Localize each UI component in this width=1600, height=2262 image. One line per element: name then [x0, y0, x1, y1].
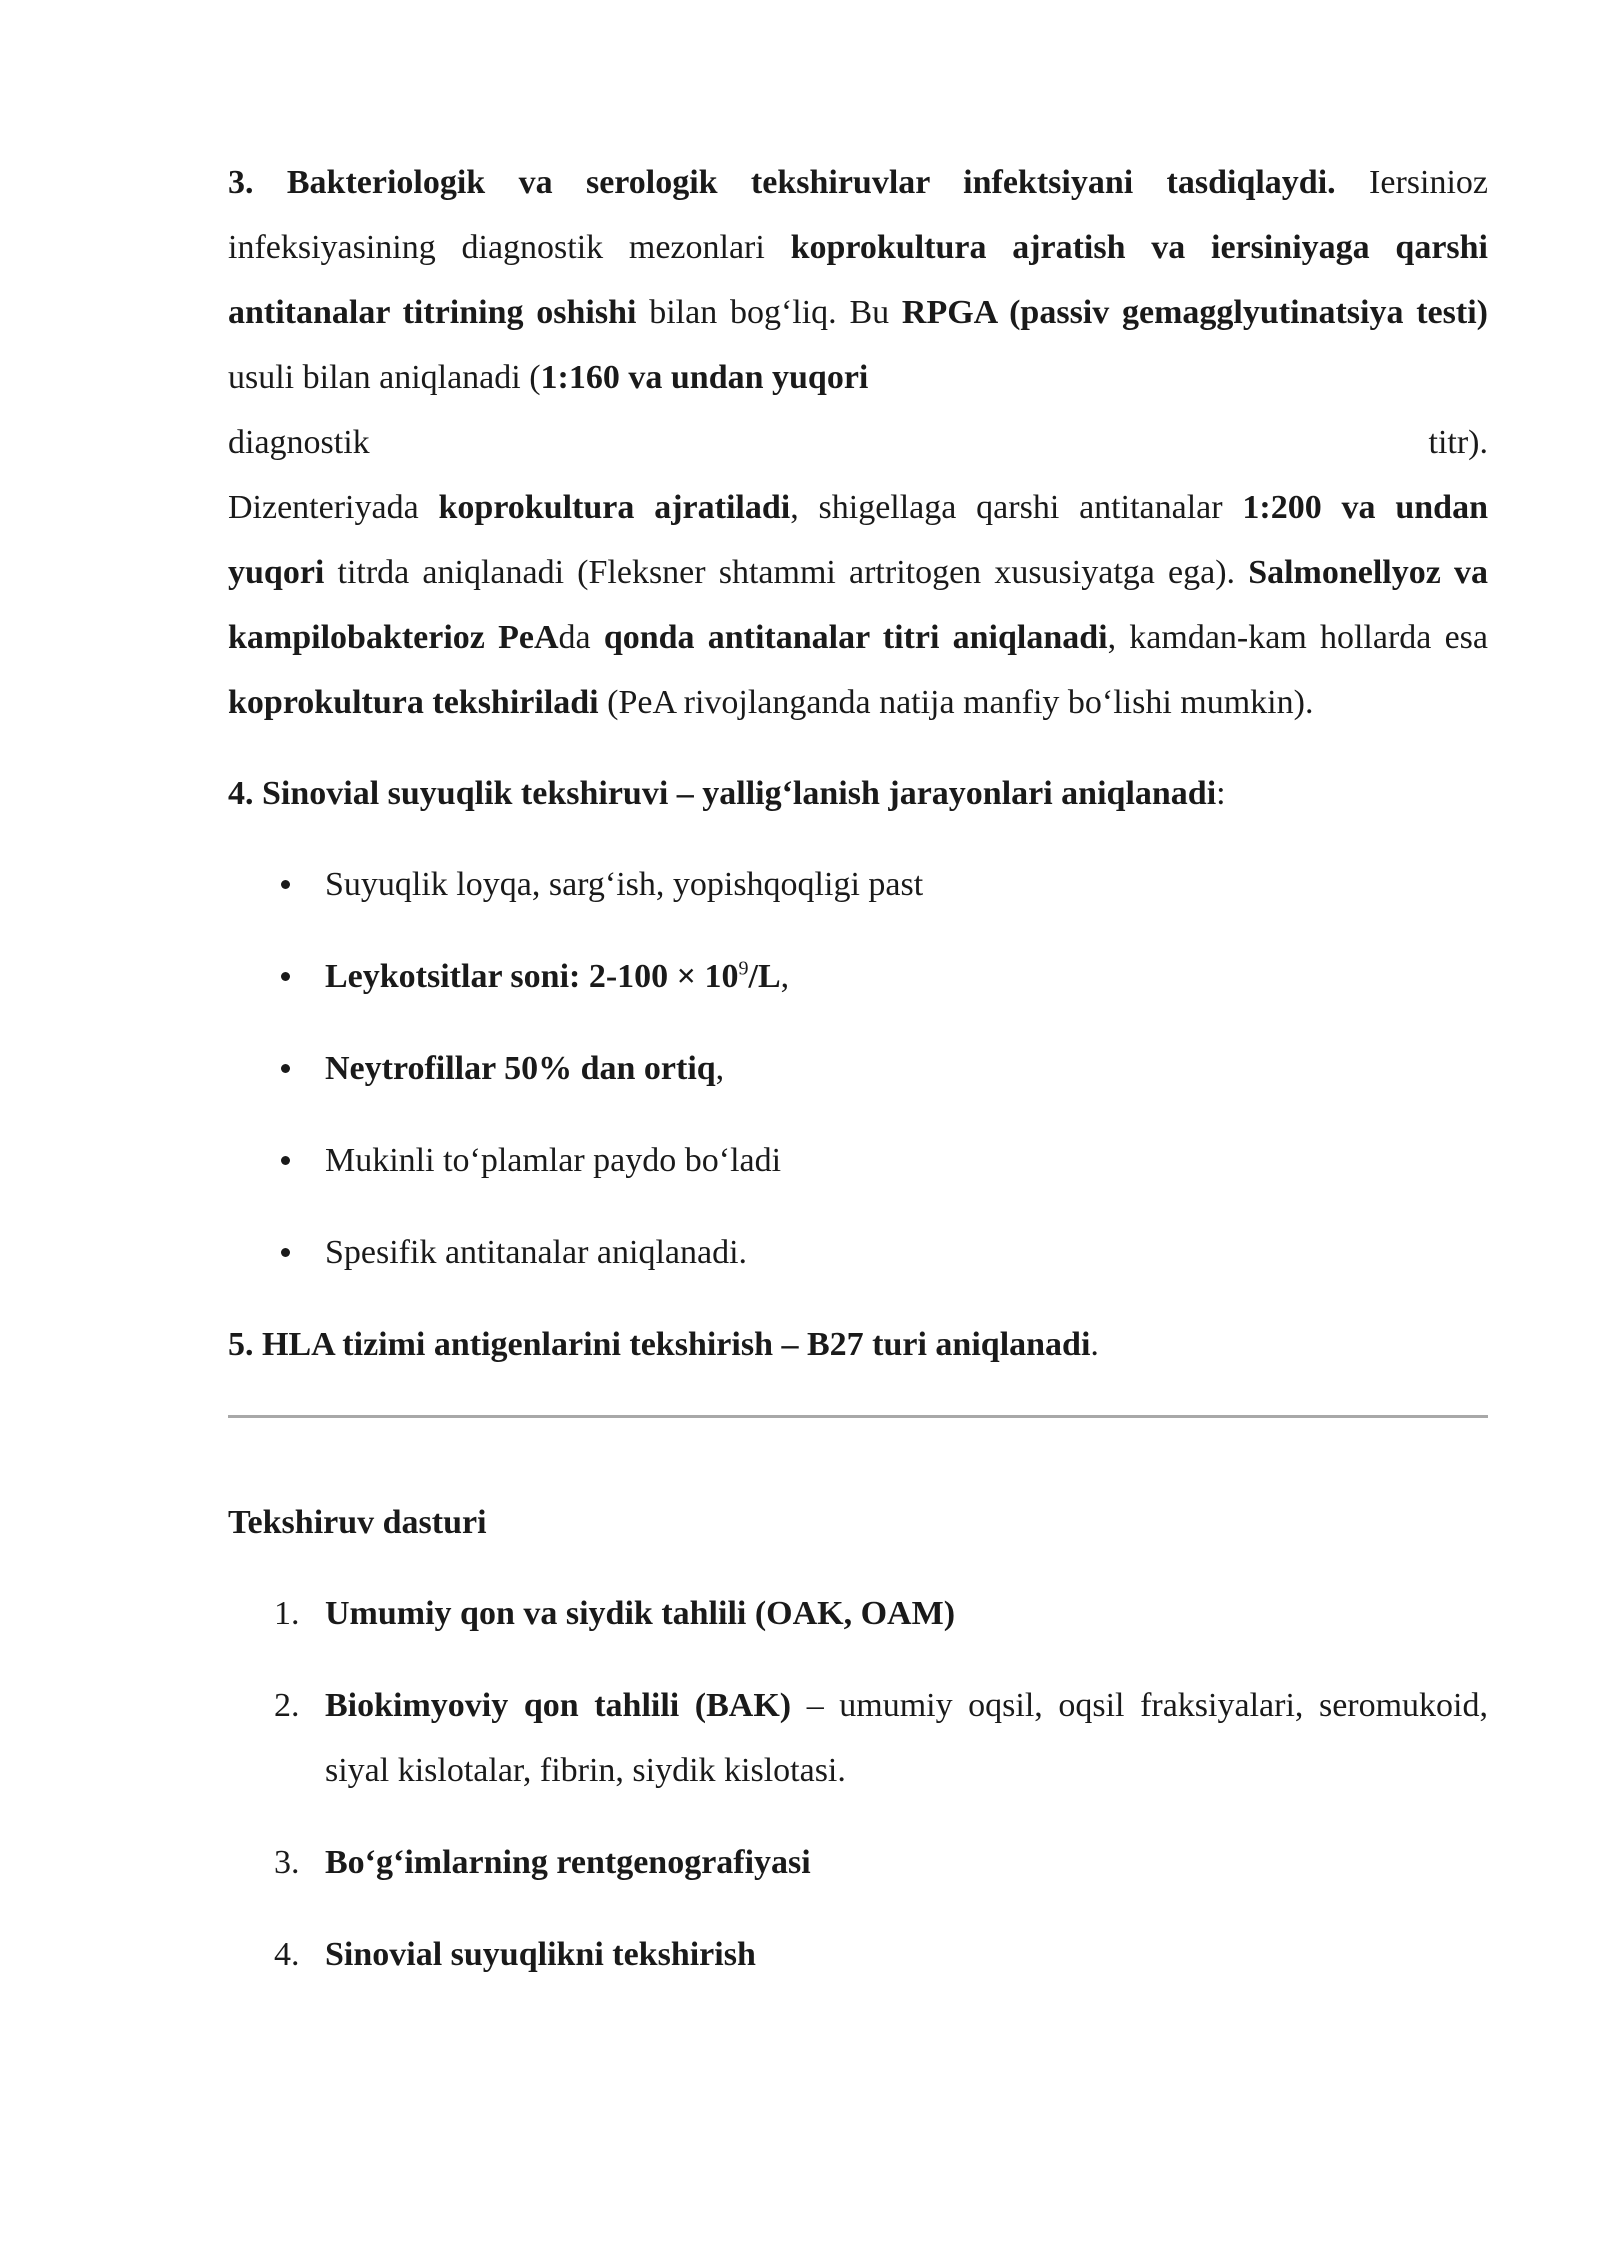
- list-item: [228, 1922, 1488, 1987]
- dizenteriya-culture: koprokultura ajratiladi: [438, 489, 791, 526]
- iersinioz-end-line: [228, 410, 1488, 475]
- iersinioz-intro: Iersinioz infeksiyasining diagnostik mezonlari: [228, 164, 1488, 266]
- section4-heading-colon: :: [1216, 775, 1226, 812]
- bullet-icon: [281, 1156, 290, 1165]
- section5-heading: 5. HLA tizimi antigenlarini tekshirish – B27 turi aniqlanadi: [228, 1326, 1091, 1363]
- salmonellyoz-mid2: , kamdan-kam hollarda esa: [1107, 619, 1488, 656]
- bullet-text: Suyuqlik loyqa, sarg‘ish, yopishqoqligi past: [325, 866, 924, 903]
- bullet-icon: [281, 1248, 290, 1257]
- document-page: [228, 150, 1488, 2014]
- bullet-text-bold: Neytrofillar 50% dan ortiq: [325, 1050, 716, 1087]
- synovial-findings-list: [228, 852, 1488, 1312]
- bullet-text: Mukinli to‘plamlar paydo bo‘ladi: [325, 1142, 782, 1179]
- item-text-bold: Biokimyoviy qon tahlili (BAK): [325, 1687, 792, 1724]
- salmonellyoz-end: (PeA rivojlanganda natija manfiy bo‘lishi mumkin).: [598, 684, 1314, 721]
- list-item: [228, 1673, 1488, 1803]
- bullet-icon: [281, 972, 290, 981]
- section4-heading-line: [228, 761, 1488, 826]
- bullet-text: Spesifik antitanalar aniqlanadi.: [325, 1234, 748, 1271]
- list-item: [228, 1128, 1488, 1220]
- iersinioz-end-left: diagnostik: [228, 424, 370, 461]
- program-title: Tekshiruv dasturi: [228, 1504, 487, 1541]
- section3-paragraph: [228, 150, 1488, 410]
- bullet-icon: [281, 880, 290, 889]
- section4-heading: 4. Sinovial suyuqlik tekshiruvi – yallig‘lanish jarayonlari aniqlanadi: [228, 775, 1217, 812]
- bullet-text-bold-unit: /L: [748, 958, 781, 995]
- iersinioz-criteria: koprokultura ajratish va iersiniyaga qarshi antitanalar titrining oshishi: [228, 229, 1488, 331]
- salmonellyoz-mid: da: [558, 619, 604, 656]
- list-item: [228, 1036, 1488, 1128]
- bullet-icon: [281, 1064, 290, 1073]
- dizenteriya-titer: 1:200 va undan yuqori: [228, 489, 1488, 591]
- item-text-bold: Bo‘g‘imlarning rentgenografiyasi: [325, 1844, 811, 1881]
- list-item: [228, 1830, 1488, 1895]
- section5-tail: .: [1090, 1326, 1099, 1363]
- list-item: [228, 1581, 1488, 1646]
- section3-heading-number: 3.: [228, 164, 254, 201]
- item-number: 2.: [274, 1687, 300, 1724]
- section5-heading-line: [228, 1312, 1488, 1377]
- iersinioz-mid2: usuli bilan aniqlanadi (: [228, 359, 541, 396]
- dizenteriya-paragraph: [228, 475, 1488, 735]
- item-number: 1.: [274, 1595, 300, 1632]
- salmonellyoz-culture: koprokultura tekshiriladi: [228, 684, 599, 721]
- section3-heading: Bakteriologik va serologik tekshiruvlar infektsiyani tasdiqlaydi.: [286, 164, 1336, 201]
- salmonellyoz-heading: Salmonellyoz va kampilobakterioz PeA: [228, 554, 1489, 656]
- item-number: 3.: [274, 1844, 300, 1881]
- item-text-rest: – umumiy oqsil, oqsil fraksiyalari, seromukoid, siyal kislotalar, fibrin, siydik kislotasi.: [325, 1687, 1488, 1789]
- iersinioz-end-right: titr).: [1428, 424, 1488, 461]
- rpga-test: RPGA (passiv gemagglyutinatsiya testi): [901, 294, 1488, 331]
- iersinioz-titer: 1:160 va undan yuqori: [540, 359, 869, 396]
- horizontal-divider: [228, 1415, 1488, 1418]
- program-list: [228, 1581, 1488, 1987]
- list-item: [228, 1220, 1488, 1312]
- bullet-text-tail: ,: [780, 958, 790, 995]
- dizenteriya-intro: Dizenteriyada: [228, 489, 439, 526]
- salmonellyoz-titer: qonda antitanalar titri aniqlanadi: [603, 619, 1108, 656]
- dizenteriya-mid: , shigellaga qarshi antitanalar: [790, 489, 1243, 526]
- program-title-line: [228, 1490, 1488, 1555]
- exponent: 9: [738, 957, 749, 980]
- list-item: [228, 852, 1488, 944]
- dizenteriya-end: titrda aniqlanadi (Fleksner shtammi artritogen xususiyatga ega).: [324, 554, 1236, 591]
- bullet-text-tail: ,: [715, 1050, 725, 1087]
- item-number: 4.: [274, 1936, 300, 1973]
- bullet-text-bold: Leykotsitlar soni: 2-100 × 10: [325, 958, 739, 995]
- item-text-bold: Umumiy qon va siydik tahlili (OAK, OAM): [325, 1595, 956, 1632]
- list-item: [228, 944, 1488, 1036]
- item-text-bold: Sinovial suyuqlikni tekshirish: [325, 1936, 756, 1973]
- iersinioz-mid: bilan bog‘liq. Bu: [636, 294, 902, 331]
